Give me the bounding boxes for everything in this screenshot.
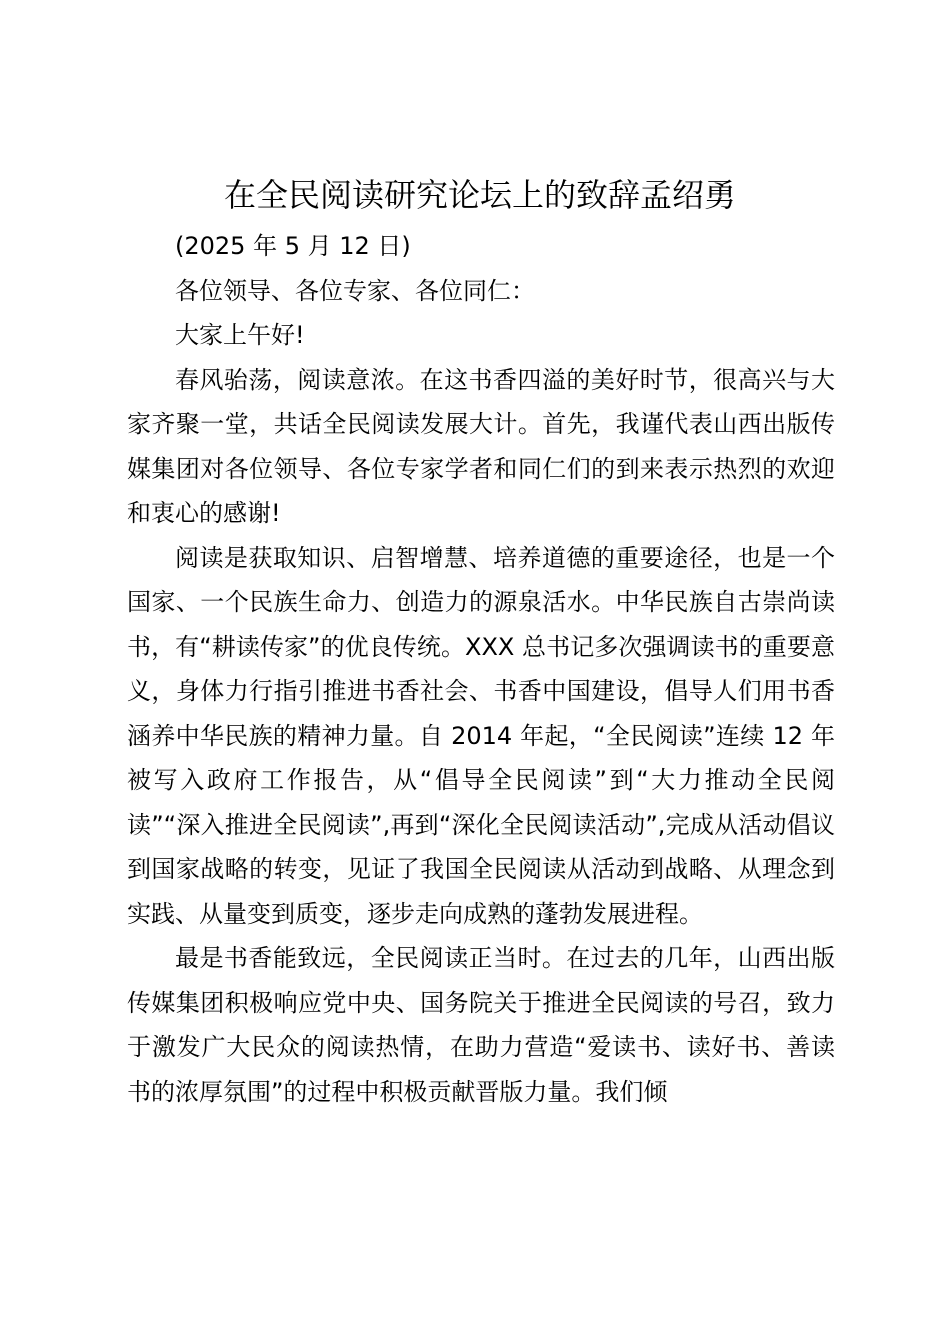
salutation: 各位领导、各位专家、各位同仁： bbox=[175, 276, 535, 305]
document-body bbox=[127, 224, 835, 1114]
paragraph: 春风骀荡，阅读意浓。在这书香四溢的美好时节，很高兴与大家齐聚一堂，共话全民阅读发展大计。首先，我谨代表山西出版传媒集团对各位领导、各位专家学者和同仁们的到来表示热烈的欢迎和衷心的感谢! bbox=[127, 365, 835, 527]
document-title: 在全民阅读研究论坛上的致辞孟绍勇 bbox=[223, 176, 736, 214]
paragraph: 最是书香能致远，全民阅读正当时。在过去的几年，山西出版传媒集团积极响应党中央、国务院关于推进全民阅读的号召，致力于激发广大民众的阅读热情，在助力营造“爱读书、读好书、善读书的浓厚氛围”的过程中积极贡献晋版力量。我们倾 bbox=[127, 944, 835, 1106]
date-line: (2025 年 5 月 12 日) bbox=[175, 232, 411, 260]
greeting: 大家上午好! bbox=[175, 321, 305, 349]
paragraph: 阅读是获取知识、启智增慧、培养道德的重要途径，也是一个国家、一个民族生命力、创造力的源泉活水。中华民族自古崇尚读书，有“耕读传家”的优良传统。XXX 总书记多次强调读书的重要意义，身体力行指引推进书香社会、书香中国建设，倡导人们用书香涵养中华民族的精神力量。自 2014 年起，“全民阅读”连续 12 年被写入政府工作报告，从“倡导全民阅读”到“大力推动全民阅读”“深入推进全民阅读”,再到“深化全民阅读活动”,完成从活动倡议到国家战略的转变，见证了我国全民阅读从活动到战略、从理念到实践、从量变到质变，逐步走向成熟的蓬勃发展进程。 bbox=[127, 543, 835, 928]
